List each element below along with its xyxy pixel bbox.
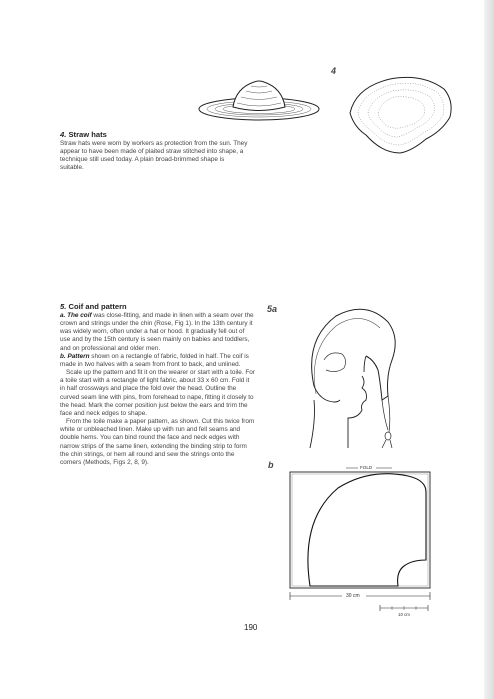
straw-hat-side-illustration xyxy=(196,76,322,126)
section-4-heading xyxy=(60,130,107,139)
page-number: 190 xyxy=(244,623,258,632)
toile-paragraph: Scale up the pattern and fit it on the wearer or start with a toile. For a toile start with a rectangle of light fabric, about 33 x 60 cm. Fold it in half crossways and place the fold over the head. Outline the curved seam line with pins, from forehead to nape, fitting it closely to the head. Mark the corner position just below the ears and trim the face and neck edges to shape. xyxy=(60,369,255,417)
coif-on-head-illustration xyxy=(296,300,414,452)
section-5-number: 5. xyxy=(60,302,67,311)
page-edge xyxy=(484,0,494,699)
pattern-paragraph-lead: b. Pattern xyxy=(60,352,90,360)
fold-label: FOLD xyxy=(360,465,373,470)
pattern-paragraph xyxy=(60,353,256,369)
pattern-paragraph-body: shown on a rectangle of fabric, folded in half. The coif is made in two halves with a seam from front to back, and unlined. xyxy=(60,352,249,368)
figure-5a-label: 5a xyxy=(267,304,278,314)
section-5-title: Coif and pattern xyxy=(68,302,127,311)
figure-4-label: 4 xyxy=(331,66,337,76)
coif-paragraph-lead: a. The coif xyxy=(60,312,92,319)
coif-paragraph xyxy=(60,312,256,353)
section-5-heading xyxy=(60,302,127,311)
section-4-title: Straw hats xyxy=(68,130,107,139)
coif-pattern-diagram xyxy=(280,460,440,620)
section-5-text xyxy=(60,312,256,467)
section-4-number: 4. xyxy=(60,130,67,139)
straw-hat-worn-illustration xyxy=(346,73,456,157)
paper-pattern-paragraph: From the toile make a paper pattern, as shown. Cut this twice from white or unbleached linen. Make up with run and fell seams and double hems. You can bind round the face and neck edges with narrow strips of the same linen, extending the binding strip to form the chin strings, or hem all round and sew the strings onto the corners (Methods, Figs 2, 8, 9). xyxy=(60,418,255,466)
scale-10cm-label: 10 cm xyxy=(398,612,410,617)
section-4-paragraph: Straw hats were worn by workers as protection from the sun. They appear to have been made of plaited straw stitched into shape, a technique still used today. A plain broad-brimmed shape is suitable. xyxy=(60,140,248,172)
scale-30cm-label: 30 cm xyxy=(346,593,360,599)
coif-paragraph-body: was close-fitting, and made in linen with a seam over the crown and strings under the chin (Rose, Fig 1). In the 13th century it was widely worn, often under a hat or hood. It gradually fell out of use and by the 15th century is seen mainly on babies and toddlers, and on professional and older men. xyxy=(60,312,254,352)
figure-5b-label: b xyxy=(268,460,274,470)
